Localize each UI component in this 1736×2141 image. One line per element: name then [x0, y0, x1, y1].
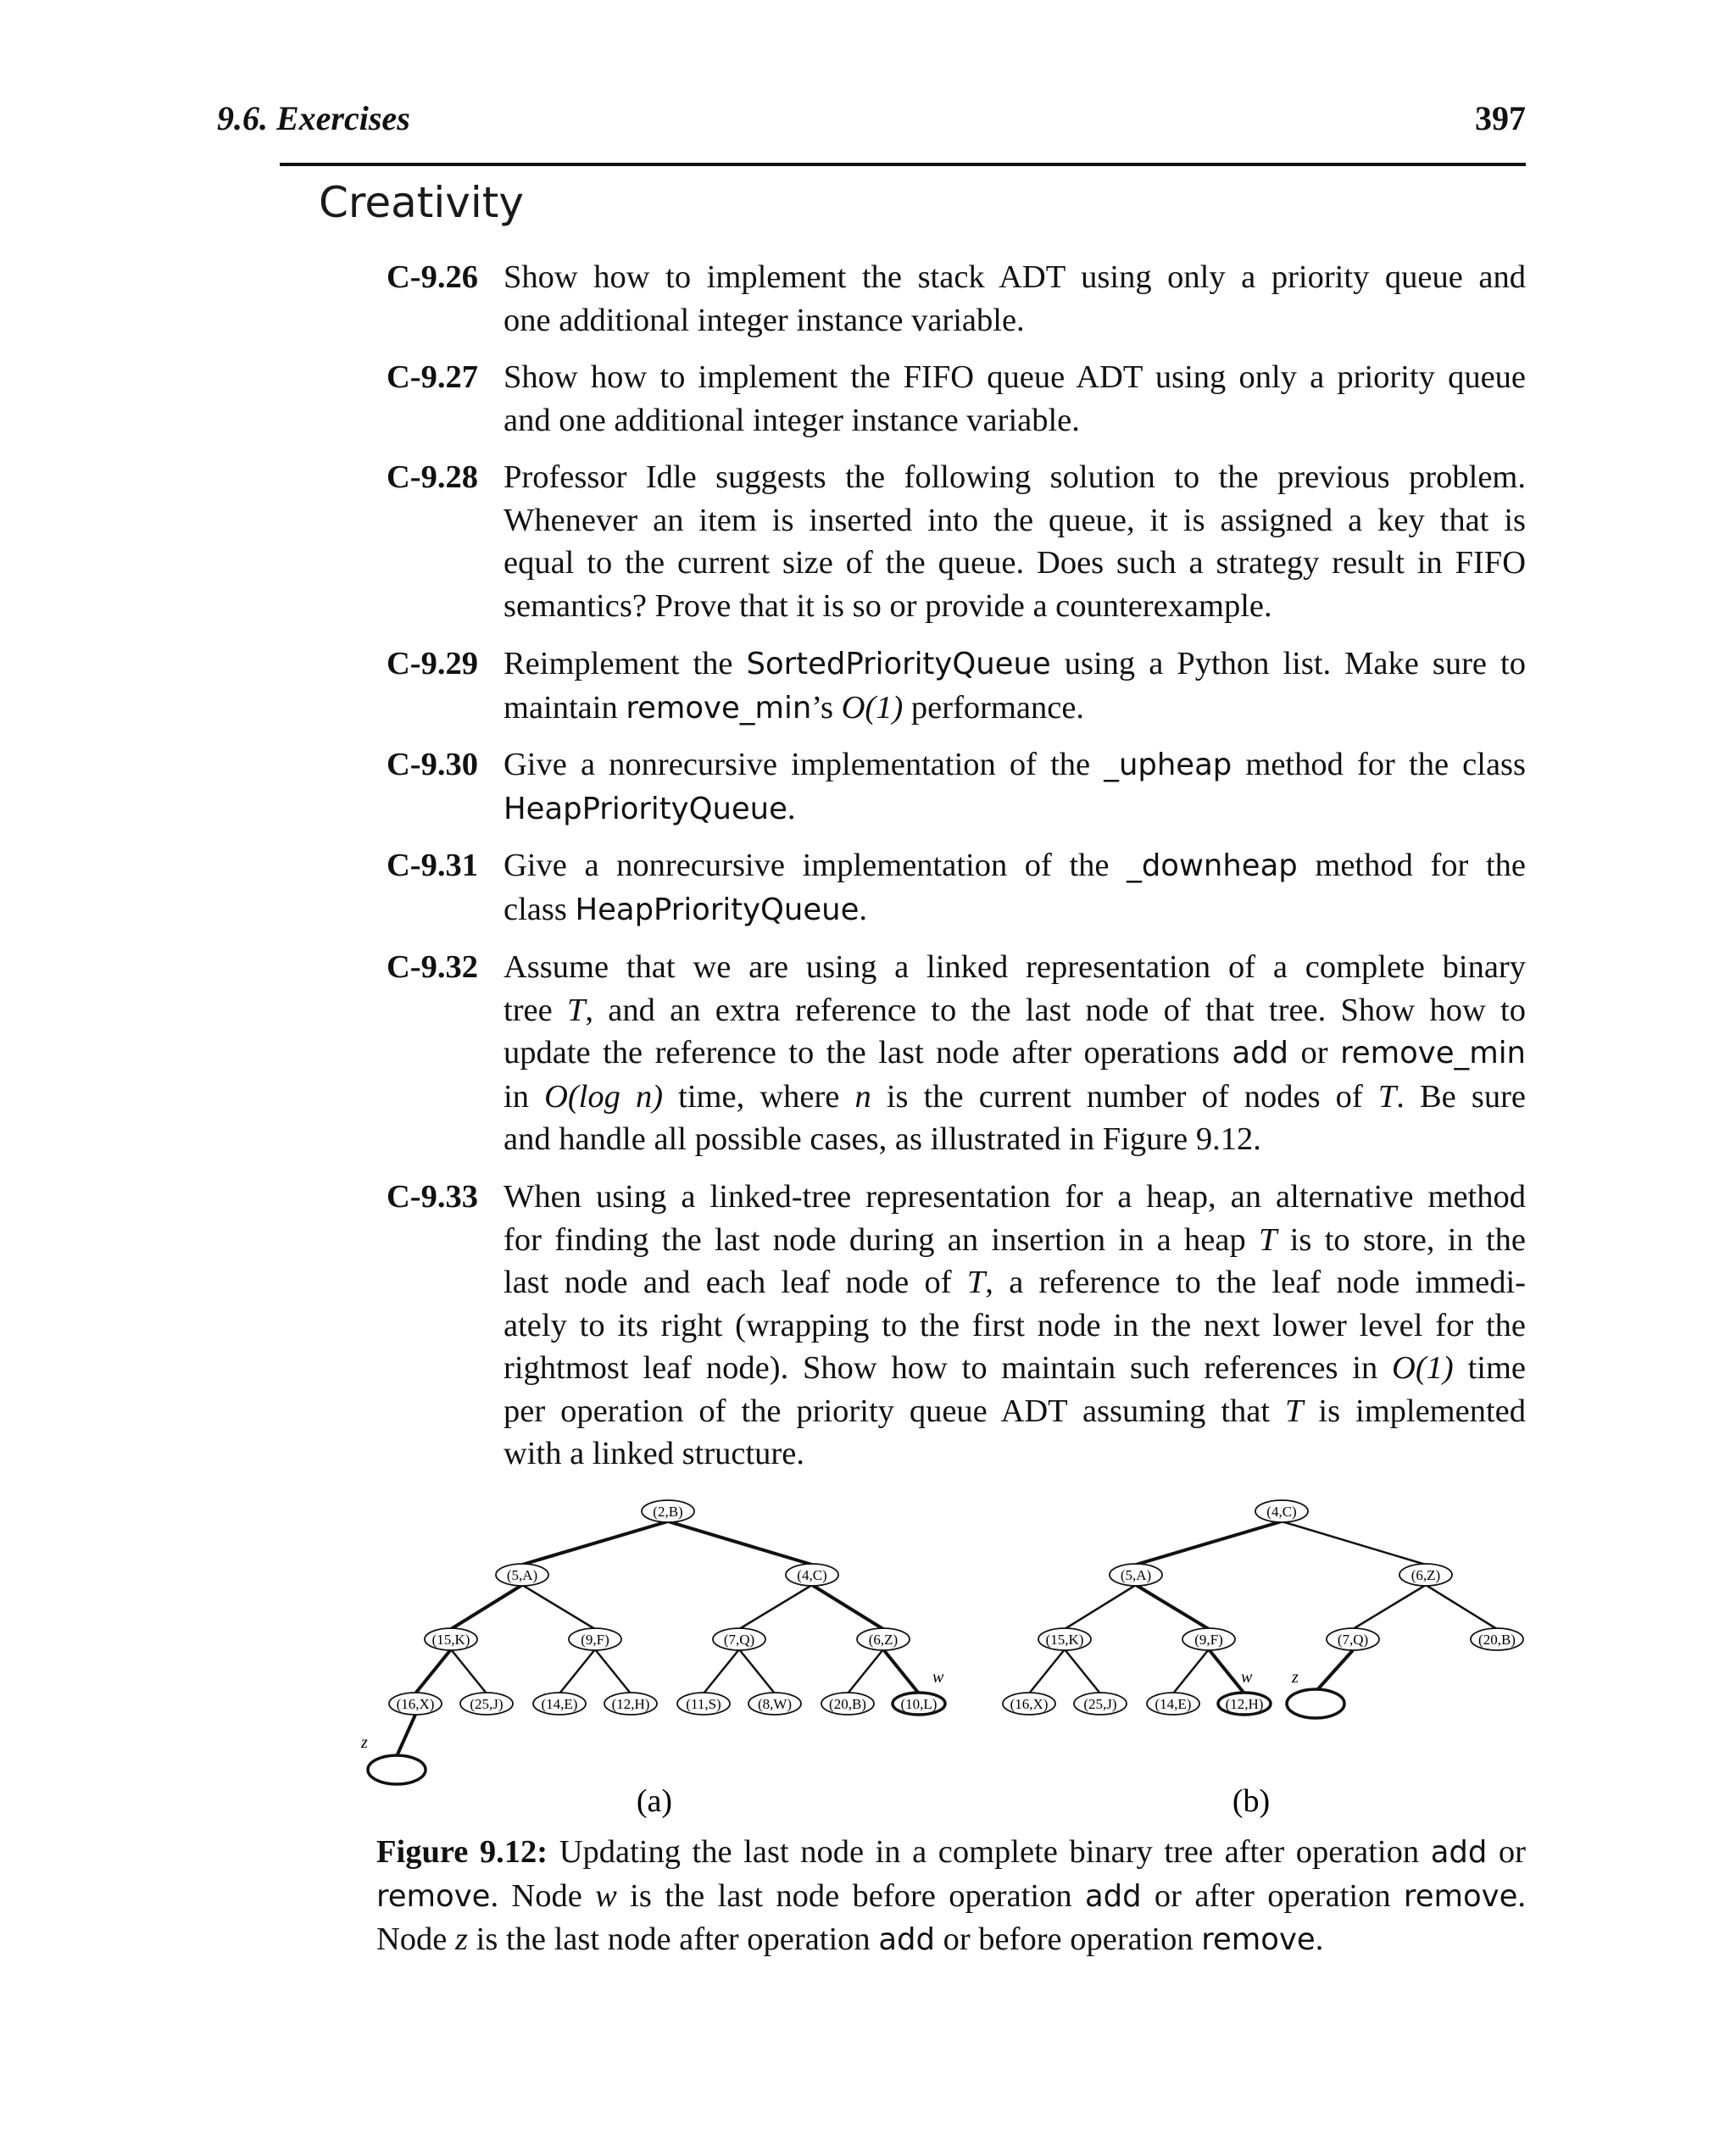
tree-node-label: (20,B): [1478, 1632, 1516, 1648]
empty-node-z: [1287, 1689, 1344, 1718]
exercise-label: C-9.30: [387, 747, 478, 782]
tree-edge: [1353, 1585, 1426, 1629]
empty-node-z: [368, 1755, 426, 1784]
tree-edge: [559, 1649, 595, 1693]
caption-label: Figure 9.12:: [376, 1834, 548, 1870]
tree-node-label: (25,J): [470, 1696, 504, 1712]
tree-node-label: (6,Z): [868, 1632, 899, 1648]
exercise-label: C-9.31: [387, 848, 478, 883]
tree-node-label: (4,C): [797, 1567, 827, 1583]
text-line: one additional integer instance variable.: [504, 302, 1025, 338]
exercise-label: C-9.27: [387, 359, 478, 395]
tree-edge: [451, 1649, 487, 1693]
sublabel-b: (b): [1232, 1783, 1271, 1819]
caption-line: Node z is the last node after operation add or before operation remove.: [376, 1921, 1324, 1957]
text-line: last node and each leaf node of T, a reference to the leaf node immedi-: [504, 1265, 1526, 1300]
text-line: in O(log n) time, where n is the current number of nodes of T. Be sure: [504, 1078, 1527, 1115]
text-line: Assume that we are using a linked representation of a complete binary: [504, 949, 1526, 985]
tree-edge: [812, 1585, 883, 1629]
tree-edge: [1209, 1649, 1244, 1693]
tree-node-label: (16,X): [1010, 1696, 1049, 1712]
caption-line: Figure 9.12: Updating the last node in a complete binary tree after operation add or: [376, 1834, 1526, 1870]
tree-edge: [1136, 1585, 1209, 1629]
tree-edge: [1136, 1521, 1282, 1565]
math-term: O(log n): [544, 1078, 664, 1115]
tree-a: [360, 1500, 945, 1784]
code-term: remove: [1201, 1922, 1316, 1957]
text-line: Show how to implement the stack ADT using only a priority queue and: [504, 259, 1526, 295]
tree-edge: [415, 1649, 451, 1693]
math-term: n: [854, 1078, 871, 1115]
text-line: HeapPriorityQueue.: [504, 790, 796, 826]
text-line: with a linked structure.: [504, 1436, 804, 1471]
text-line: Whenever an item is inserted into the queue, it is assigned a key that is: [504, 502, 1526, 538]
text-line: class HeapPriorityQueue.: [504, 891, 868, 927]
tree-b: [1003, 1500, 1523, 1718]
text-line: Give a nonrecursive implementation of the _upheap method for the class: [504, 747, 1526, 782]
math-term: T: [1377, 1078, 1397, 1115]
math-term: T: [966, 1265, 986, 1300]
tree-edge: [1065, 1649, 1100, 1693]
figure-caption: [376, 1831, 1526, 1962]
code-term: HeapPriorityQueue: [504, 791, 787, 826]
math-term: T: [566, 992, 586, 1028]
exercise-label: C-9.32: [387, 949, 478, 985]
tree-node-label: (6,Z): [1410, 1567, 1441, 1583]
text-line: ately to its right (wrapping to the first node in the next lower level for the: [504, 1307, 1526, 1343]
code-term: _upheap: [1104, 748, 1232, 782]
tree-node-label: (14,E): [1155, 1696, 1192, 1712]
tree-edge: [848, 1649, 883, 1693]
tree-node-label: (9,F): [581, 1632, 609, 1648]
code-term: _downheap: [1127, 848, 1298, 883]
tree-node-label: (12,H): [611, 1696, 650, 1712]
tree-edge: [883, 1649, 919, 1693]
text-line: rightmost leaf node). Show how to maintain such references in O(1) time: [504, 1350, 1526, 1386]
tree-edge-z: [1316, 1650, 1353, 1692]
tree-edge: [1282, 1521, 1426, 1565]
tree-node-label: (15,K): [1045, 1632, 1084, 1648]
math-term: T: [1285, 1393, 1304, 1429]
tree-node-label: (7,Q): [1337, 1632, 1369, 1648]
math-term: O(1): [841, 689, 904, 726]
tree-edge: [1173, 1649, 1209, 1693]
code-term: remove: [1403, 1878, 1518, 1914]
tree-edge: [739, 1649, 775, 1693]
text-line: Professor Idle suggests the following solution to the previous problem.: [504, 459, 1526, 495]
label-w: w: [932, 1668, 944, 1687]
tree-edge: [522, 1521, 668, 1565]
code-term: remove_min: [626, 690, 812, 726]
text-line: semantics? Prove that it is so or provide a counterexample.: [504, 587, 1272, 624]
text-line: per operation of the priority queue ADT assuming that T is implemented: [504, 1393, 1526, 1429]
text-line: equal to the current size of the queue. Does such a strategy result in FIFO: [504, 545, 1526, 581]
label-w: w: [1241, 1668, 1253, 1687]
tree-edge: [668, 1521, 812, 1565]
math-term: z: [455, 1921, 469, 1957]
tree-node-label: (9,F): [1194, 1632, 1223, 1648]
text-line: and handle all possible cases, as illustrated in Figure 9.12.: [504, 1121, 1261, 1157]
code-term: add: [1232, 1036, 1289, 1070]
code-term: SortedPriorityQueue: [746, 647, 1051, 681]
tree-edge: [451, 1585, 522, 1629]
tree-node-label: (7,Q): [723, 1632, 755, 1648]
math-term: T: [1259, 1221, 1277, 1258]
tree-edge: [1426, 1585, 1497, 1629]
exercise-label: C-9.29: [387, 646, 478, 681]
tree-node-label: (8,W): [757, 1696, 793, 1712]
label-z: z: [361, 1733, 368, 1752]
exercise-label: C-9.26: [387, 259, 478, 295]
tree-edge-z: [397, 1715, 415, 1756]
text-line: and one additional integer instance variable.: [504, 402, 1080, 438]
running-head: 9.6. Exercises: [217, 99, 410, 137]
code-term: add: [878, 1922, 935, 1957]
tree-node-label: (10,L): [900, 1696, 938, 1712]
sublabel-a: (a): [636, 1783, 673, 1819]
code-term: add: [1430, 1835, 1488, 1870]
tree-node-label: (2,B): [653, 1504, 683, 1520]
tree-node-label: (5,A): [1120, 1567, 1152, 1583]
exercise-label: C-9.33: [387, 1179, 478, 1215]
tree-node-label: (25,J): [1083, 1696, 1117, 1712]
code-term: HeapPriorityQueue: [575, 892, 860, 927]
tree-node-label: (20,B): [829, 1696, 866, 1712]
tree-node-label: (11,S): [686, 1696, 721, 1712]
tree-node-label: (5,A): [506, 1567, 538, 1583]
tree-node-label: (14,E): [541, 1696, 578, 1712]
code-term: remove_min: [1340, 1036, 1526, 1070]
tree-edge: [704, 1649, 739, 1693]
code-term: remove: [376, 1878, 491, 1914]
text-line: tree T, and an extra reference to the last node of that tree. Show how to: [504, 992, 1526, 1028]
tree-node-label: (16,X): [396, 1696, 435, 1712]
math-term: O(1): [1392, 1350, 1454, 1386]
page-number: 397: [1475, 99, 1526, 137]
math-term: w: [595, 1877, 617, 1914]
text-line: Show how to implement the FIFO queue ADT using only a priority queue: [504, 359, 1526, 395]
tree-node-label: (15,K): [431, 1632, 470, 1648]
tree-node-label: (12,H): [1225, 1696, 1264, 1712]
tree-edge: [1065, 1585, 1136, 1629]
text-line: update the reference to the last node after operations add or remove_min: [504, 1035, 1526, 1070]
tree-edge: [1029, 1649, 1065, 1693]
tree-edge: [739, 1585, 812, 1629]
text-line: When using a linked-tree representation for a heap, an alternative method: [504, 1179, 1526, 1215]
exercise-label: C-9.28: [387, 459, 478, 495]
text-line: maintain remove_min’s O(1) performance.: [504, 689, 1085, 726]
tree-edge: [595, 1649, 631, 1693]
tree-node-label: (4,C): [1266, 1504, 1297, 1520]
text-line: Give a nonrecursive implementation of the _downheap method for the: [504, 848, 1526, 883]
label-z: z: [1292, 1668, 1299, 1687]
section-title: Creativity: [319, 178, 524, 227]
caption-line: remove. Node w is the last node before operation add or after operation remove.: [376, 1877, 1526, 1914]
tree-edge: [522, 1585, 595, 1629]
text-line: for finding the last node during an insertion in a heap T is to store, in the: [504, 1221, 1526, 1258]
code-term: add: [1084, 1878, 1142, 1914]
text-line: Reimplement the SortedPriorityQueue using a Python list. Make sure to: [504, 646, 1526, 681]
